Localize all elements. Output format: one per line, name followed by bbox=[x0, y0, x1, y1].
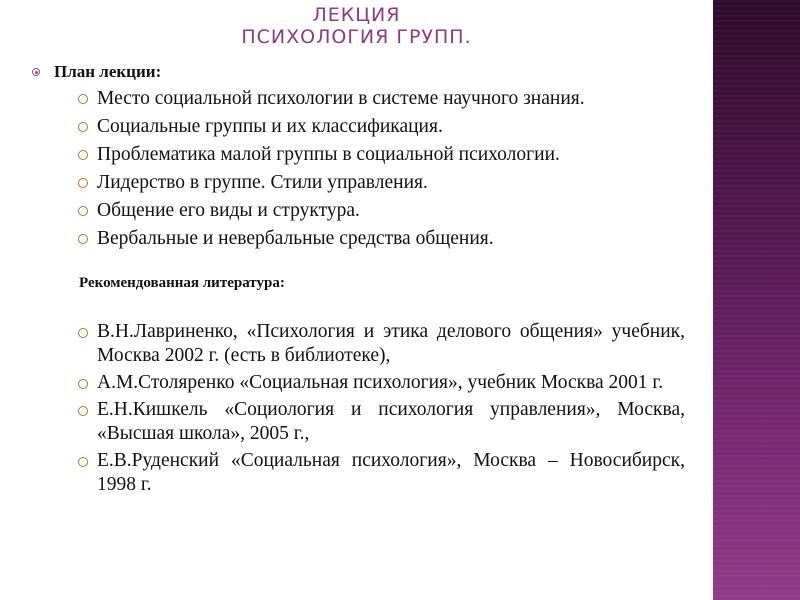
literature-item-text: А.М.Столяренко «Социальная психология», учебник Москва 2001 г. bbox=[97, 372, 664, 393]
ring-bullet-icon bbox=[78, 122, 88, 132]
literature-heading: Рекомендованная литература: bbox=[79, 275, 285, 291]
title-line-2: ПСИХОЛОГИЯ ГРУПП. bbox=[241, 26, 472, 48]
list-item bbox=[78, 114, 698, 142]
ring-bullet-icon bbox=[78, 150, 88, 160]
list-item bbox=[78, 198, 698, 226]
list-item bbox=[78, 170, 698, 198]
list-item bbox=[78, 86, 698, 114]
plan-item-text: Вербальные и невербальные средства общения. bbox=[97, 228, 494, 249]
ring-bullet-icon bbox=[78, 234, 88, 244]
list-item bbox=[78, 320, 685, 368]
plan-list bbox=[78, 86, 698, 254]
list-item bbox=[78, 398, 685, 446]
ring-bullet-icon bbox=[78, 206, 88, 216]
literature-item-text: Е.Н.Кишкель «Социология и психология управления», Москва, «Высшая школа», 2005 г., bbox=[97, 399, 685, 444]
literature-item-text: В.Н.Лавриненко, «Психология и этика делового общения» учебник, Москва 2002 г. (есть в библиотеке), bbox=[97, 321, 685, 366]
plan-heading-text: План лекции: bbox=[54, 62, 162, 81]
list-item bbox=[78, 226, 698, 254]
ring-bullet-icon bbox=[78, 406, 88, 416]
plan-item-text: Лидерство в группе. Стили управления. bbox=[97, 172, 428, 193]
decorative-side-stripe bbox=[713, 0, 800, 600]
list-item bbox=[78, 142, 698, 170]
ring-bullet-icon bbox=[78, 178, 88, 188]
plan-item-text: Общение его виды и структура. bbox=[97, 200, 360, 221]
list-item bbox=[78, 449, 685, 497]
ring-bullet-icon bbox=[78, 328, 88, 338]
ring-bullet-icon bbox=[78, 94, 88, 104]
plan-item-text: Социальные группы и их классификация. bbox=[97, 116, 443, 137]
literature-item-text: Е.В.Руденский «Социальная психология», Москва – Новосибирск, 1998 г. bbox=[97, 450, 685, 495]
plan-item-text: Проблематика малой группы в социальной психологии. bbox=[97, 144, 560, 165]
ring-bullet-icon bbox=[78, 379, 88, 389]
slide-title bbox=[0, 4, 713, 48]
ring-bullet-icon bbox=[78, 457, 88, 467]
list-item bbox=[78, 371, 685, 395]
plan-item-text: Место социальной психологии в системе научного знания. bbox=[97, 88, 585, 109]
circle-bullet-icon bbox=[32, 68, 40, 76]
plan-heading bbox=[32, 62, 161, 82]
literature-list bbox=[78, 320, 685, 500]
title-line-1: ЛЕКЦИЯ bbox=[312, 4, 401, 26]
